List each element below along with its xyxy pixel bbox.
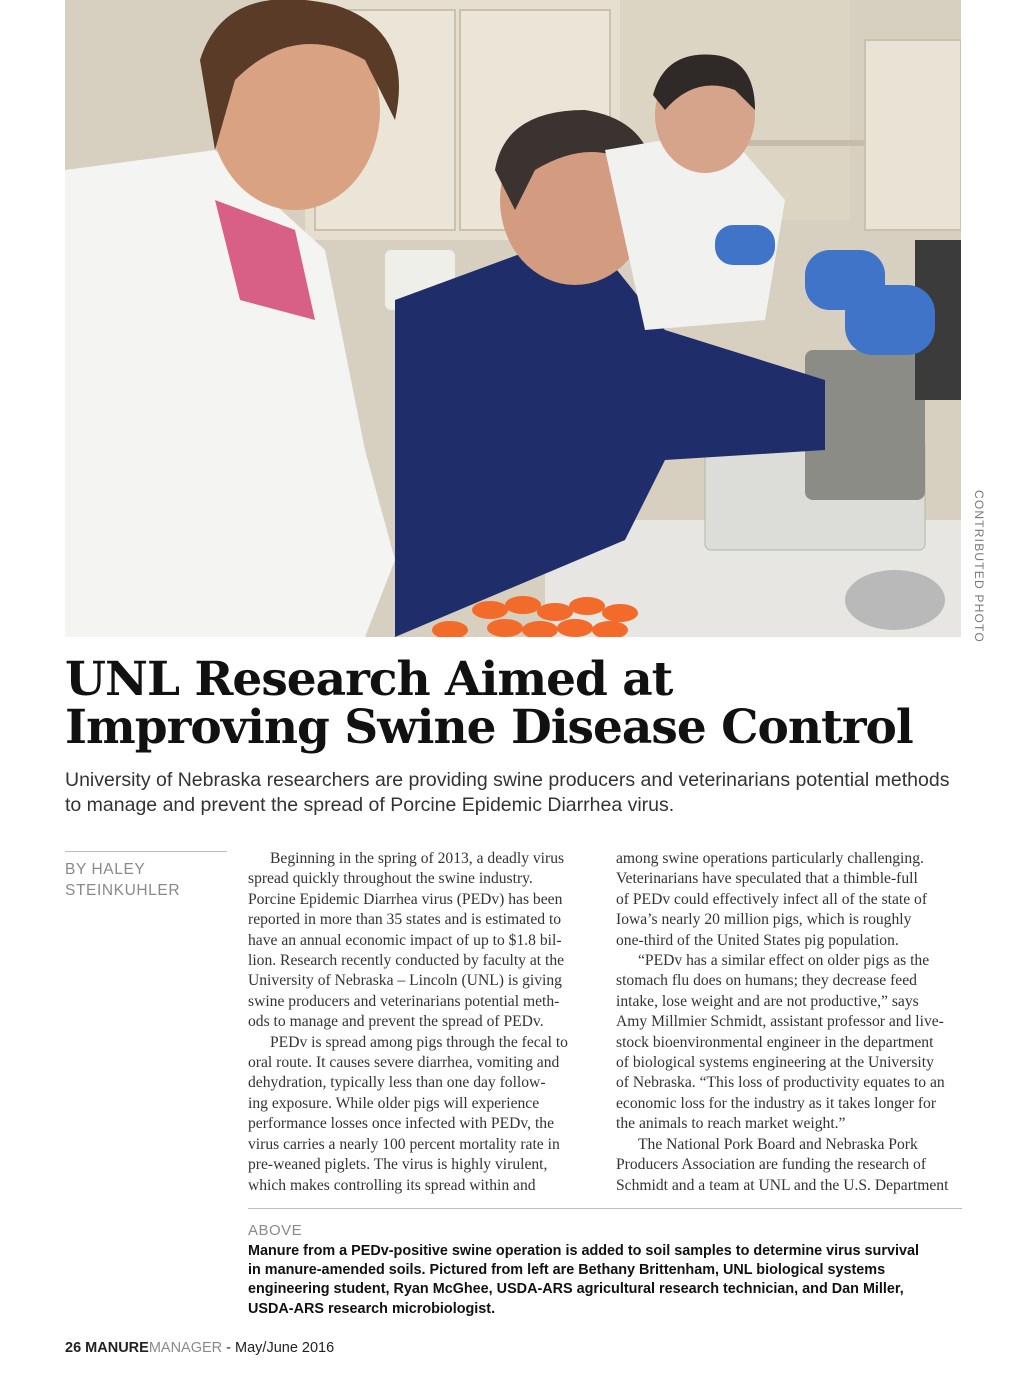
text-line: lion. Research recently conducted by faculty at the: [248, 952, 565, 970]
text-line: virus carries a nearly 100 percent mortality rate in: [248, 1135, 560, 1153]
page-number: 26: [65, 1340, 82, 1356]
caption-divider: [248, 1208, 962, 1209]
text-line: dehydration, typically less than one day follow-: [248, 1074, 546, 1092]
text-line: intake, lose weight and are not productive,” says: [616, 992, 919, 1010]
text-line: the animals to reach market weight.”: [616, 1115, 846, 1133]
lab-photo: [65, 0, 961, 637]
text-line: Producers Association are funding the research of: [616, 1156, 927, 1174]
text-line: The National Pork Board and Nebraska Pork: [638, 1135, 918, 1153]
page-footer: [65, 1340, 334, 1356]
caption-line: Manure from a PEDv-positive swine operation is added to soil samples to determine virus survival: [248, 1243, 919, 1259]
text-line: Porcine Epidemic Diarrhea virus (PEDv) has been: [248, 890, 563, 908]
headline-line-1: UNL Research Aimed at: [65, 652, 673, 707]
caption-line: USDA-ARS research microbiologist.: [248, 1300, 496, 1317]
text-line: which makes controlling its spread within and: [248, 1176, 536, 1194]
text-line: Iowa’s nearly 20 million pigs, which is roughly: [616, 911, 912, 929]
byline-line-2: STEINKUHLER: [65, 882, 181, 899]
deck: University of Nebraska researchers are providing swine producers and veterinarians potential methods to manage and prevent the spread of Porcine Epidemic Diarrhea virus.: [65, 769, 950, 816]
text-line: ods to manage and prevent the spread of PEDv.: [248, 1013, 544, 1031]
text-line: reported in more than 35 states and is estimated to: [248, 911, 562, 929]
byline: [65, 859, 225, 901]
headline: [65, 652, 965, 755]
paragraph: [248, 849, 598, 869]
body-column-2: [616, 849, 966, 1196]
text-line: Amy Millmier Schmidt, assistant professor and live-: [616, 1013, 944, 1031]
text-line: of Nebraska. “This loss of productivity equates to an: [616, 1074, 945, 1092]
photo-caption: [248, 1242, 962, 1319]
lab-photo-illustration: [65, 0, 961, 637]
text-line: of biological systems engineering at the University: [616, 1054, 934, 1072]
text-line: swine producers and veterinarians potential meth-: [248, 992, 560, 1010]
magazine-name-light: MANAGER: [148, 1340, 223, 1356]
issue-date: - May/June 2016: [226, 1340, 335, 1356]
text-line: ing exposure. While older pigs will experience: [248, 1094, 540, 1112]
paragraph: [616, 1135, 966, 1155]
text-line: Schmidt and a team at UNL and the U.S. Department: [616, 1176, 949, 1194]
text-line: among swine operations particularly challenging.: [616, 850, 924, 867]
paragraph: [616, 951, 966, 971]
text-line: oral route. It causes severe diarrhea, vomiting and: [248, 1054, 560, 1072]
text-line: economic loss for the industry as it takes longer for: [616, 1094, 937, 1112]
text-line: of PEDv could effectively infect all of the state of: [616, 890, 928, 908]
caption-label: ABOVE: [248, 1222, 303, 1239]
text-line: performance losses once infected with PEDv, the: [248, 1115, 554, 1133]
text-line: have an annual economic impact of up to $1.8 bil-: [248, 931, 562, 949]
text-line: spread quickly throughout the swine industry.: [248, 870, 533, 888]
text-line: pre-weaned piglets. The virus is highly virulent,: [248, 1156, 548, 1174]
text-line: Beginning in the spring of 2013, a deadly virus: [270, 850, 565, 867]
text-line: stomach flu does on humans; they decrease feed: [616, 972, 917, 990]
photo-credit: CONTRIBUTED PHOTO: [972, 490, 986, 643]
caption-line: in manure-amended soils. Pictured from left are Bethany Brittenham, UNL biological systems: [248, 1262, 886, 1279]
body-column-1: [248, 849, 598, 1196]
text-line: stock bioenvironmental engineer in the department: [616, 1033, 934, 1051]
text-line: PEDv is spread among pigs through the fecal to: [270, 1033, 568, 1051]
headline-line-2: Improving Swine Disease Control: [65, 700, 913, 755]
byline-line-1: BY HALEY: [65, 861, 146, 878]
text-line: University of Nebraska – Lincoln (UNL) is giving: [248, 972, 562, 990]
byline-divider: [65, 851, 227, 852]
text-line: “PEDv has a similar effect on older pigs as the: [638, 952, 930, 970]
text-line: Veterinarians have speculated that a thimble-full: [616, 870, 918, 888]
magazine-name-bold: MANURE: [85, 1340, 149, 1356]
text-line: one-third of the United States pig population.: [616, 931, 899, 949]
caption-line: engineering student, Ryan McGhee, USDA-ARS agricultural research technician, and Dan Miller,: [248, 1281, 904, 1298]
paragraph: [248, 1033, 598, 1053]
